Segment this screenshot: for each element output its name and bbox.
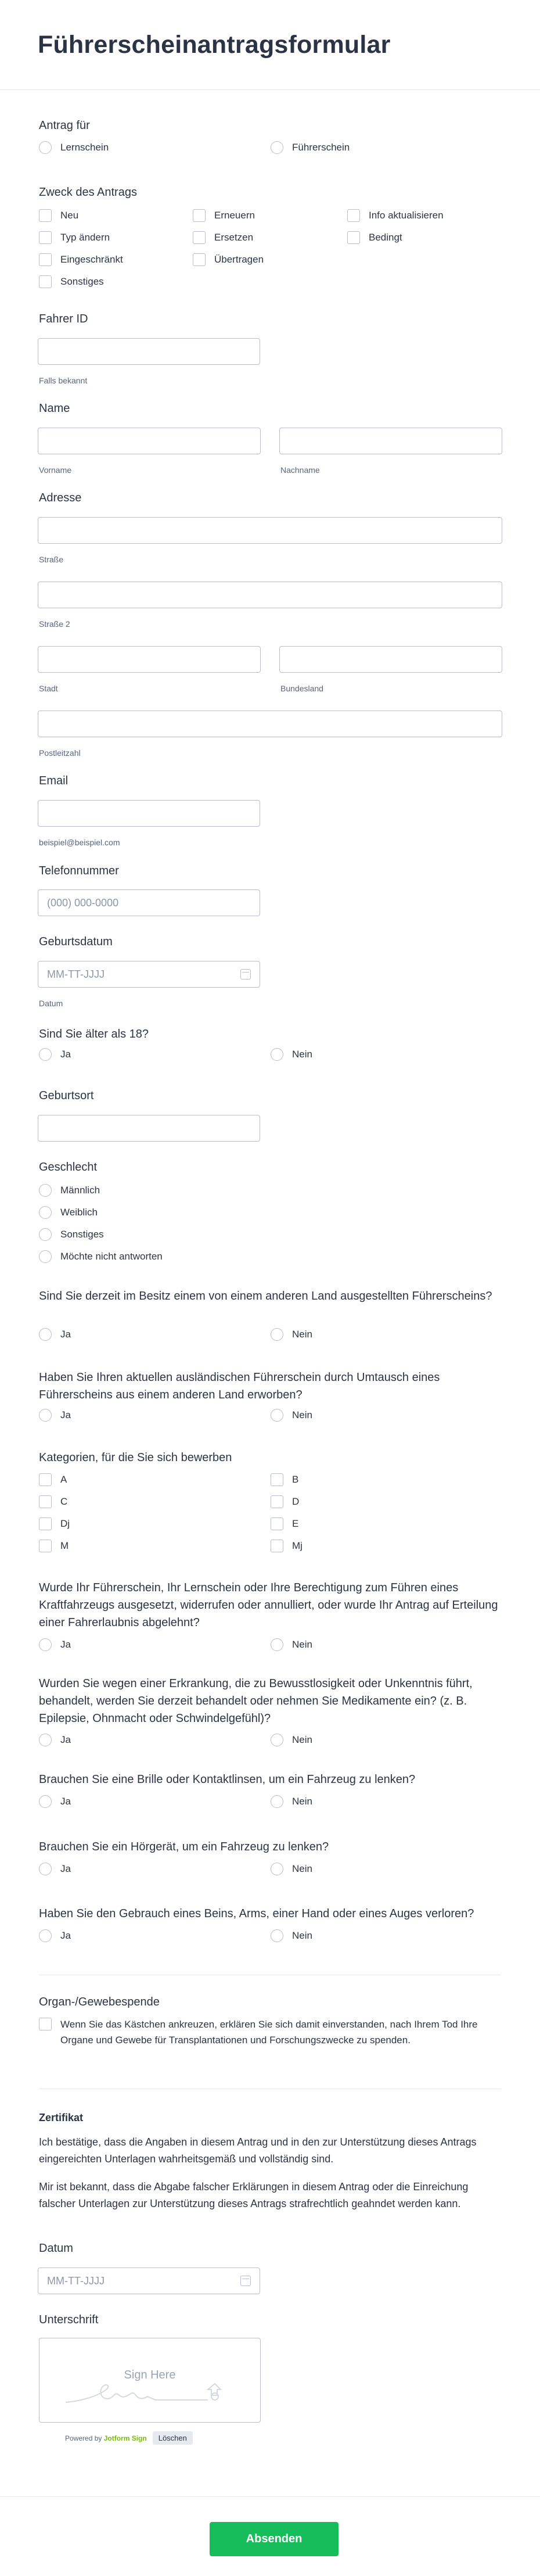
- checkbox[interactable]: [39, 275, 52, 288]
- checkbox[interactable]: [271, 1473, 283, 1486]
- check-kat-d[interactable]: D: [271, 1495, 299, 1508]
- radio-abgelehnt-ja[interactable]: Ja: [39, 1638, 71, 1651]
- fahrer-id-input[interactable]: [38, 338, 260, 365]
- checkbox[interactable]: [271, 1495, 283, 1508]
- postleitzahl-sublabel: Postleitzahl: [39, 748, 81, 758]
- radio-circle[interactable]: [271, 1638, 283, 1651]
- q-verlust-label: Haben Sie den Gebrauch eines Beins, Arms, einer Hand oder eines Auges verloren?: [39, 1907, 474, 1920]
- organ-checkbox[interactable]: [39, 2018, 52, 2030]
- telefon-label: Telefonnummer: [39, 864, 119, 877]
- radio-erkrankung-nein[interactable]: Nein: [271, 1734, 312, 1746]
- check-kat-e[interactable]: E: [271, 1517, 298, 1530]
- radio-ausland-ja[interactable]: Ja: [39, 1328, 71, 1341]
- jotform-sign-brand: Jotform Sign: [103, 2434, 147, 2442]
- kategorien-label: Kategorien, für die Sie sich bewerben: [39, 1451, 232, 1464]
- calendar-icon[interactable]: [240, 2276, 251, 2286]
- check-eingeschraenkt[interactable]: Eingeschränkt: [39, 253, 123, 266]
- checkbox[interactable]: [39, 231, 52, 244]
- q-umtausch-label: Haben Sie Ihren aktuellen ausländischen Führerschein durch Umtausch eines Führerscheins aus einem anderen Land erworben?: [39, 1371, 440, 1401]
- radio-fuehrerschein[interactable]: Führerschein: [271, 141, 350, 154]
- radio-umtausch-nein[interactable]: Nein: [271, 1409, 312, 1422]
- radio-circle[interactable]: [39, 1206, 52, 1219]
- email-sublabel: beispiel@beispiel.com: [39, 838, 120, 847]
- powered-by-text: Powered by Jotform Sign: [65, 2434, 147, 2442]
- organ-label: Organ-/Gewebespende: [39, 1996, 160, 2008]
- radio-circle[interactable]: [271, 1795, 283, 1808]
- signature-footer: [65, 2431, 193, 2445]
- radio-circle[interactable]: [39, 1409, 52, 1422]
- radio-abgelehnt-nein[interactable]: Nein: [271, 1638, 312, 1651]
- radio-circle[interactable]: [39, 1184, 52, 1197]
- geburtsort-input[interactable]: [38, 1115, 260, 1142]
- stadt-input[interactable]: [38, 646, 261, 673]
- strasse2-sublabel: Straße 2: [39, 619, 70, 629]
- check-kat-c[interactable]: C: [39, 1495, 67, 1508]
- radio-erkrankung-ja[interactable]: Ja: [39, 1734, 71, 1746]
- radio-umtausch-ja[interactable]: Ja: [39, 1409, 71, 1422]
- geburtsort-label: Geburtsort: [39, 1089, 94, 1102]
- check-erneuern[interactable]: Erneuern: [193, 209, 255, 222]
- zertifikat-p2: Mir ist bekannt, dass die Abgabe falscher Erklärungen in diesem Antrag oder die Einreichung falscher Unterlagen zur Unterstützung dieses Antrags strafrechtlich geahndet werden kann.: [39, 2181, 469, 2209]
- check-kat-dj[interactable]: Dj: [39, 1517, 70, 1530]
- checkbox[interactable]: [39, 1517, 52, 1530]
- check-info-aktualisieren[interactable]: Info aktualisieren: [347, 209, 444, 222]
- bundesland-input[interactable]: [279, 646, 502, 673]
- radio-hoergeraet-ja[interactable]: Ja: [39, 1863, 71, 1875]
- signature-squiggle-icon: [63, 2379, 237, 2408]
- fahrer-id-sublabel: Falls bekannt: [39, 376, 88, 385]
- radio-hoergeraet-nein[interactable]: Nein: [271, 1863, 312, 1875]
- adresse-label: Adresse: [39, 491, 82, 504]
- checkbox[interactable]: [193, 231, 206, 244]
- datum-label: Datum: [39, 2242, 73, 2255]
- check-typ-aendern[interactable]: Typ ändern: [39, 231, 110, 244]
- radio-verlust-ja[interactable]: Ja: [39, 1929, 71, 1942]
- radio-circle[interactable]: [39, 1734, 52, 1746]
- name-label: Name: [39, 402, 70, 415]
- submit-button[interactable]: Absenden: [210, 2522, 339, 2556]
- radio-circle[interactable]: [39, 1250, 52, 1263]
- form-header: [0, 0, 540, 90]
- radio-circle[interactable]: [39, 1929, 52, 1942]
- radio-ueber18-nein[interactable]: Nein: [271, 1048, 312, 1061]
- radio-circle[interactable]: [39, 1795, 52, 1808]
- radio-maennlich[interactable]: Männlich: [39, 1184, 100, 1197]
- check-kat-m[interactable]: M: [39, 1540, 69, 1552]
- vorname-sublabel: Vorname: [39, 465, 72, 475]
- check-uebertragen[interactable]: Übertragen: [193, 253, 264, 266]
- checkbox[interactable]: [39, 1473, 52, 1486]
- radio-circle[interactable]: [39, 1228, 52, 1241]
- ueber18-label: Sind Sie älter als 18?: [39, 1028, 149, 1041]
- q-erkrankung-label: Wurden Sie wegen einer Erkrankung, die zu Bewusstlosigkeit oder Unkenntnis führt, behandelt, werden Sie derzeit behandelt oder nehmen Sie Medikamente ein? (z. B. Epilepsie, Ohnmacht oder Schwindelgefühl)?: [39, 1677, 473, 1725]
- email-input[interactable]: [38, 800, 260, 827]
- radio-circle[interactable]: [271, 1929, 283, 1942]
- radio-sonstiges[interactable]: Sonstiges: [39, 1228, 104, 1241]
- sign-here-text: Sign Here: [124, 2369, 176, 2381]
- unterschrift-label: Unterschrift: [39, 2313, 99, 2326]
- radio-circle[interactable]: [271, 1863, 283, 1875]
- nachname-input[interactable]: [279, 428, 502, 454]
- checkbox[interactable]: [193, 209, 206, 222]
- page-title: Führerscheinantragsformular: [38, 30, 391, 59]
- geschlecht-label: Geschlecht: [39, 1161, 98, 1174]
- postleitzahl-input[interactable]: [38, 711, 502, 737]
- radio-keine-antwort[interactable]: Möchte nicht antworten: [39, 1250, 163, 1263]
- strasse-sublabel: Straße: [39, 555, 64, 564]
- geburtsdatum-input[interactable]: MM-TT-JJJJ: [38, 961, 260, 988]
- radio-weiblich[interactable]: Weiblich: [39, 1206, 98, 1219]
- check-kat-a[interactable]: A: [39, 1473, 67, 1486]
- checkbox[interactable]: [193, 253, 206, 266]
- radio-circle[interactable]: [271, 1734, 283, 1746]
- checkbox[interactable]: [271, 1540, 283, 1552]
- telefon-input[interactable]: (000) 000-0000: [38, 889, 260, 916]
- radio-brille-nein[interactable]: Nein: [271, 1795, 312, 1808]
- vorname-input[interactable]: [38, 428, 261, 454]
- check-neu[interactable]: Neu: [39, 209, 78, 222]
- check-ersetzen[interactable]: Ersetzen: [193, 231, 253, 244]
- calendar-icon[interactable]: [240, 969, 251, 980]
- email-label: Email: [39, 774, 69, 787]
- q-ausland-label: Sind Sie derzeit im Besitz einem von einem anderen Land ausgestellten Führerscheins?: [39, 1290, 492, 1303]
- radio-circle[interactable]: [39, 1863, 52, 1875]
- fahrer-id-label: Fahrer ID: [39, 313, 88, 325]
- radio-circle[interactable]: [39, 1048, 52, 1061]
- check-bedingt[interactable]: Bedingt: [347, 231, 402, 244]
- antrag-fuer-label: Antrag für: [39, 119, 90, 132]
- signature-wrapper: [0, 2338, 540, 2423]
- nachname-sublabel: Nachname: [280, 465, 320, 475]
- checkbox[interactable]: [39, 209, 52, 222]
- radio-brille-ja[interactable]: Ja: [39, 1795, 71, 1808]
- checkbox[interactable]: [347, 231, 360, 244]
- radio-circle[interactable]: [39, 1638, 52, 1651]
- radio-circle[interactable]: [39, 1328, 52, 1341]
- checkbox[interactable]: [39, 1495, 52, 1508]
- radio-circle[interactable]: [271, 141, 283, 154]
- checkbox[interactable]: [271, 1517, 283, 1530]
- check-kat-b[interactable]: B: [271, 1473, 298, 1486]
- submit-divider: [0, 2496, 540, 2497]
- radio-circle[interactable]: [271, 1048, 283, 1061]
- stadt-sublabel: Stadt: [39, 684, 58, 693]
- geburtsdatum-sublabel: Datum: [39, 999, 63, 1008]
- bundesland-sublabel: Bundesland: [280, 684, 323, 693]
- organ-text: Wenn Sie das Kästchen ankreuzen, erklären Sie sich damit einverstanden, nach Ihrem Tod Ihre Organe und Gewebe für Transplantationen und Forschungszwecke zu spenden.: [60, 2019, 478, 2046]
- checkbox[interactable]: [39, 1540, 52, 1552]
- radio-circle[interactable]: [39, 141, 52, 154]
- radio-circle[interactable]: [271, 1409, 283, 1422]
- radio-circle[interactable]: [271, 1328, 283, 1341]
- radio-ueber18-ja[interactable]: Ja: [39, 1048, 71, 1061]
- checkbox[interactable]: [39, 253, 52, 266]
- q-hoergeraet-label: Brauchen Sie ein Hörgerät, um ein Fahrzeug zu lenken?: [39, 1840, 329, 1853]
- radio-verlust-nein[interactable]: Nein: [271, 1929, 312, 1942]
- zweck-label: Zweck des Antrags: [39, 186, 137, 199]
- q-abgelehnt-label: Wurde Ihr Führerschein, Ihr Lernschein oder Ihre Berechtigung zum Führen eines Kraftfahrzeugs ausgesetzt, widerrufen oder annulliert, oder wurde Ihr Antrag auf Erteilung einer Fahrerlaubnis abgelehnt?: [39, 1581, 498, 1629]
- strasse-input[interactable]: [38, 517, 502, 544]
- strasse2-input[interactable]: [38, 582, 502, 608]
- clear-signature-button[interactable]: Löschen: [153, 2431, 193, 2445]
- signature-pad[interactable]: [39, 2338, 261, 2423]
- checkbox[interactable]: [347, 209, 360, 222]
- radio-ausland-nein[interactable]: Nein: [271, 1328, 312, 1341]
- geburtsdatum-label: Geburtsdatum: [39, 935, 113, 948]
- check-kat-mj[interactable]: Mj: [271, 1540, 303, 1552]
- zertifikat-heading: Zertifikat: [39, 2112, 84, 2123]
- check-sonstiges[interactable]: Sonstiges: [39, 275, 104, 288]
- datum-input[interactable]: MM-TT-JJJJ: [38, 2268, 260, 2294]
- zertifikat-p1: Ich bestätige, dass die Angaben in diesem Antrag und in den zur Unterstützung dieses Antrags eingereichten Unterlagen wahrheitsgemäß und vollständig sind.: [39, 2136, 477, 2165]
- radio-lernschein[interactable]: Lernschein: [39, 141, 109, 154]
- q-brille-label: Brauchen Sie eine Brille oder Kontaktlinsen, um ein Fahrzeug zu lenken?: [39, 1773, 416, 1786]
